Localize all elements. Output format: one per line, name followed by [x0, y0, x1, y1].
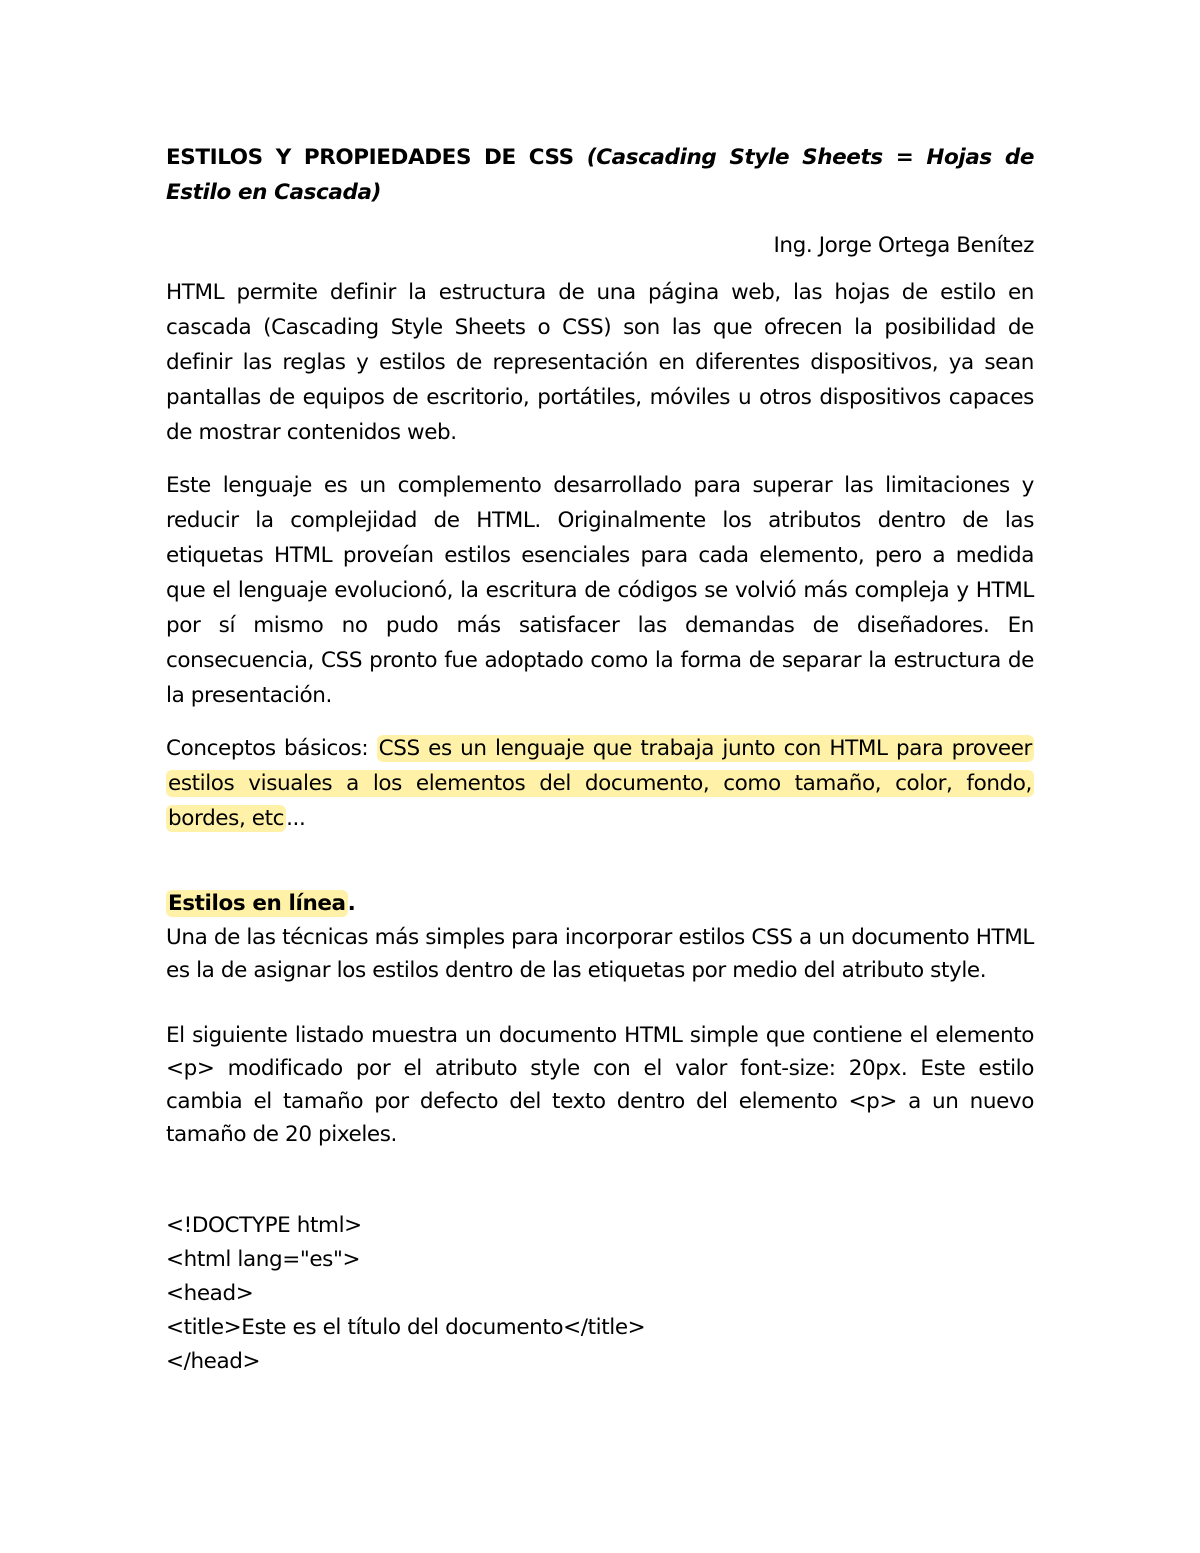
concepts-highlight: CSS es un lenguaje que trabaja junto con HTML para proveer estilos visuales a los elementos del documento, como tamaño, color, fondo, bordes, etc — [168, 736, 1032, 831]
concepts-label: Conceptos básicos: — [166, 736, 377, 761]
title-main: ESTILOS Y PROPIEDADES DE CSS — [166, 145, 574, 170]
code-line: <title>Este es el título del documento</title> — [166, 1315, 646, 1340]
document-body — [166, 140, 1034, 1379]
inline-styles-paragraph: Una de las técnicas más simples para incorporar estilos CSS a un documento HTML es la de asignar los estilos dentro de las etiquetas por medio del atributo style. — [166, 925, 1034, 983]
concepts-tail: ... — [286, 806, 306, 831]
code-line: </head> — [166, 1349, 261, 1374]
code-line: <head> — [166, 1281, 254, 1306]
second-paragraph: Este lenguaje es un complemento desarrollado para superar las limitaciones y reducir la complejidad de HTML. Originalmente los atributos dentro de las etiquetas HTML proveían estilos esenciales para cada elemento, pero a medida que el lenguaje evolucionó, la escritura de códigos se volvió más compleja y HTML por sí mismo no pudo más satisfacer las demandas de diseñadores. En consecuencia, CSS pronto fue adoptado como la forma de separar la estructura de la presentación. — [166, 473, 1034, 708]
author-line: Ing. Jorge Ortega Benítez — [773, 233, 1034, 258]
title-parenthetical: (Cascading Style Sheets = Hojas de Estilo en Cascada) — [166, 145, 1034, 205]
concepts-paragraph — [166, 731, 1034, 836]
intro-paragraph: HTML permite definir la estructura de una página web, las hojas de estilo en cascada (Cascading Style Sheets o CSS) son las que ofrecen la posibilidad de definir las reglas y estilos de representación en diferentes dispositivos, ya sean pantallas de equipos de escritorio, portátiles, móviles u otros dispositivos capaces de mostrar contenidos web. — [166, 280, 1034, 445]
section-heading-inline-styles — [166, 886, 1034, 921]
section-heading-text: Estilos en línea — [168, 891, 346, 916]
listing-paragraph: El siguiente listado muestra un documento HTML simple que contiene el elemento <p> modificado por el atributo style con el valor font-size: 20px. Este estilo cambia el tamaño por defecto del texto dentro del elemento <p> a un nuevo tamaño de 20 pixeles. — [166, 1023, 1034, 1147]
code-line: <html lang="es"> — [166, 1247, 361, 1272]
document-title — [166, 140, 1034, 210]
code-listing — [166, 1209, 1034, 1379]
section-heading-dot: . — [347, 891, 356, 916]
code-line: <!DOCTYPE html> — [166, 1213, 362, 1238]
